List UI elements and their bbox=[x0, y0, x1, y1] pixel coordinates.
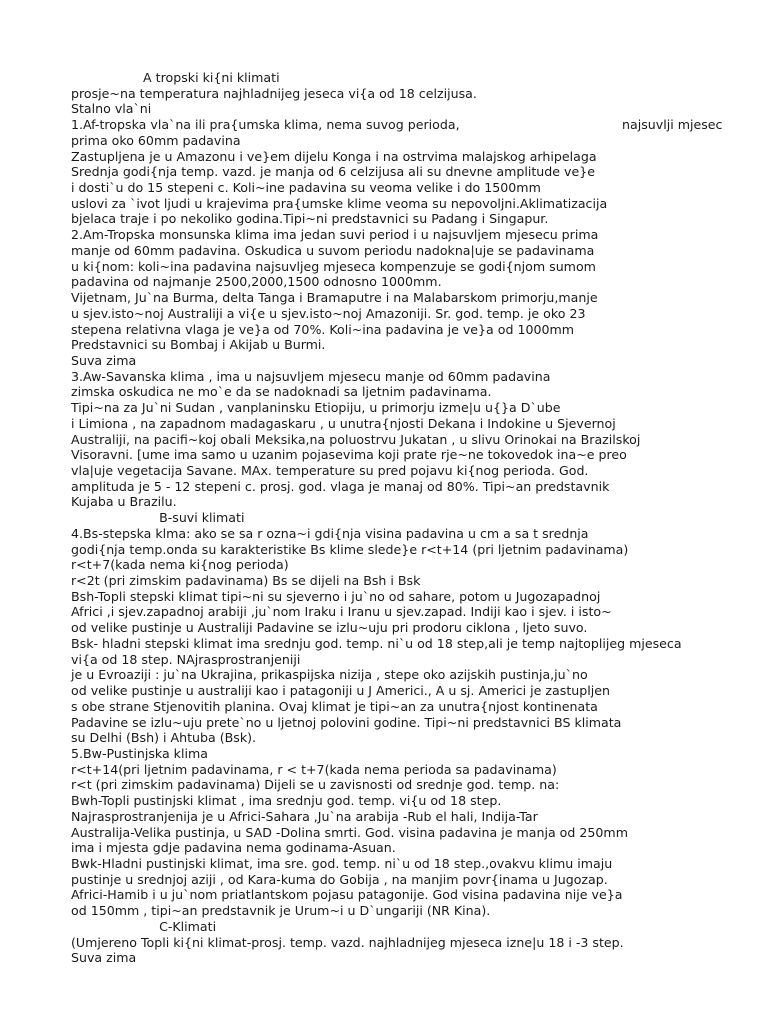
text-line: manje od 60mm padavina. Oskudica u suvom periodu nadokna|uje se padavinama bbox=[71, 242, 595, 258]
text-line: Padavine se izlu~uju prete`no u ljetnoj polovini godine. Tipi~ni predstavnici BS klimata bbox=[71, 714, 622, 730]
text-line: godi{nja temp.onda su karakteristike Bs klime slede}e r<t+14 (pri ljetnim padavinama) bbox=[71, 541, 629, 557]
text-line: Predstavnici su Bombaj i Akijab u Burmi. bbox=[71, 337, 326, 353]
text-line: Stalno vla`ni bbox=[71, 101, 152, 117]
text-line: i dosti`u do 15 stepeni c. Koli~ine padavina su veoma velike i do 1500mm bbox=[71, 180, 541, 196]
text-line: Australiji, na pacifi~koj obali Meksika,na poluostrvu Jukatan , u slivu Orinokai na Brazilskoj bbox=[71, 431, 641, 447]
text-line: Australija-Velika pustinja, u SAD -Dolina smrti. God. visina padavina je manja od 250mm bbox=[71, 824, 628, 840]
text-line: prima oko 60mm padavina bbox=[71, 132, 241, 148]
text-line: r<2t (pri zimskim padavinama) Bs se dijeli na Bsh i Bsk bbox=[71, 573, 421, 589]
text-line: uslovi za `ivot ljudi u krajevima pra{umske klime veoma su nepovoljni.Aklimatizacija bbox=[71, 195, 608, 211]
text-line: Bwk-Hladni pustinjski klimat, ima sre. god. temp. ni`u od 18 step.,ovakvu klimu imaju bbox=[71, 856, 613, 871]
text-line: je u Evroaziji : ju`na Ukrajina, prikaspijska nizija , stepe oko azijskih pustinja,ju`no bbox=[71, 667, 588, 683]
text-line: 4.Bs-stepska klma: ako se sa r ozna~i gdi{nja visina padavina u cm a sa t srednja bbox=[71, 525, 589, 541]
text-line: bjelaca traje i po nekoliko godina.Tipi~ni predstavnici su Padang i Singapur. bbox=[71, 211, 549, 227]
text-line: Africi-Hamib i u ju`nom priatlantskom pojasu patagonije. God visina padavina nije ve}a bbox=[71, 887, 623, 903]
text-line: pustinje u srednjoj aziji , od Kara-kuma do Gobija , na manjim povr{inama u Jugozap. bbox=[71, 871, 608, 887]
text-line: r<t+14(pri ljetnim padavinama, r < t+7(kada nema perioda sa padavinama) bbox=[71, 761, 557, 777]
text-line: r<t (pri zimskim padavinama) Dijeli se u zavisnosti od srednje god. temp. na: bbox=[71, 777, 560, 793]
text-line: zimska oskudica ne mo`e da se nadoknadi sa ljetnim padavinama. bbox=[71, 384, 492, 400]
text-line: od velike pustinje u australiji kao i patagoniji u J Americi., A u sj. Americi je zastupljen bbox=[71, 683, 610, 699]
text-line: su Delhi (Bsh) i Ahtuba (Bsk). bbox=[71, 730, 257, 746]
text-line: stepena relativna vlaga je ve}a od 70%. Koli~ina padavina je ve}a od 1000mm bbox=[71, 321, 575, 337]
text-line: C-Klimati bbox=[71, 918, 217, 934]
text-line: u ki{nom: koli~ina padavina najsuvljeg mjeseca kompenzuje se godi{njom sumom bbox=[71, 258, 596, 274]
text-line: vi{a od 18 step. NAjrasprostranjeniji bbox=[71, 651, 301, 667]
text-line: 2.Am-Tropska monsunska klima ima jedan suvi period i u najsuvljem mjesecu prima bbox=[71, 227, 599, 243]
text-line: A tropski ki{ni klimati bbox=[71, 70, 280, 85]
text-line: Srednja godi{nja temp. vazd. je manja od 6 celzijusa ali su dnevne amplitude ve}e bbox=[71, 164, 595, 180]
text-line: od velike pustinje u Australiji Padavine se izlu~uju pri prodoru ciklona , ljeto suvo. bbox=[71, 620, 588, 636]
text-line: Visoravni. [ume ima samo u uzanim pojasevima koji prate rje~ne tokovedok ina~e preo bbox=[71, 447, 627, 463]
text-line: od 150mm , tipi~an predstavnik je Urum~i u D`ungariji (NR Kina). bbox=[71, 903, 491, 919]
text-line: Bwh-Topli pustinjski klimat , ima srednju god. temp. vi{u od 18 step. bbox=[71, 793, 502, 809]
text-line: Africi ,i sjev.zapadnoj arabiji ,ju`nom Iraku i Iranu u sjev.zapad. Indiji kao i sjev. i isto~ bbox=[71, 604, 612, 620]
text-line: 5.Bw-Pustinjska klima bbox=[71, 745, 208, 761]
text-line: amplituda je 5 - 12 stepeni c. prosj. god. vlaga je manaj od 80%. Tipi~an predstavnik bbox=[71, 478, 610, 494]
text-line: vla|uje vegetacija Savane. MAx. temperature su pred pojavu ki{nog perioda. God. bbox=[71, 463, 589, 478]
text-line: padavina od najmanje 2500,2000,1500 odnosno 1000mm. bbox=[71, 274, 442, 290]
text-line: Tipi~na za Ju`ni Sudan , vanplaninsku Etiopiju, u primorju izme|u u{}a D`ube bbox=[71, 400, 561, 416]
text-line: Zastupljena je u Amazonu i ve}em dijelu Konga i na ostrvima malajskog arhipelaga bbox=[71, 148, 597, 164]
text-line: r<t+7(kada nema ki{nog perioda) bbox=[71, 557, 289, 573]
text-line: Suva zima bbox=[71, 950, 137, 966]
text-line: Vijetnam, Ju`na Burma, delta Tanga i Bramaputre i na Malabarskom primorju,manje bbox=[71, 290, 598, 306]
text-line: i Limiona , na zapadnom madagaskaru , u unutra{njosti Dekana i Indokine u Sjevernoj bbox=[71, 415, 616, 431]
text-line: ima i mjesta gdje padavina nema godinama-Asuan. bbox=[71, 840, 396, 856]
text-line: 1.Af-tropska vla`na ili pra{umska klima, nema suvog perioda, bbox=[71, 117, 460, 133]
text-fragment-right: najsuvlji mjesec bbox=[622, 117, 723, 133]
text-line: s obe strane Stjenovitih planina. Ovaj klimat je tipi~an za unutra{njost kontinenata bbox=[71, 698, 598, 714]
text-line: Najrasprostranjenija je u Africi-Sahara ,Ju`na arabija -Rub el hali, Indija-Tar bbox=[71, 808, 538, 824]
text-line: (Umjereno Topli ki{ni klimat-prosj. temp. vazd. najhladnijeg mjeseca izne|u 18 i -3 step. bbox=[71, 934, 624, 950]
text-line: B-suvi klimati bbox=[71, 510, 245, 526]
text-line: Suva zima bbox=[71, 352, 137, 368]
text-line: Bsk- hladni stepski klimat ima srednju god. temp. ni`u od 18 step,ali je temp najtoplijeg mjeseca bbox=[71, 635, 682, 651]
text-line: prosje~na temperatura najhladnijeg jeseca vi{a od 18 celzijusa. bbox=[71, 85, 477, 101]
text-line: 3.Aw-Savanska klima , ima u najsuvljem mjesecu manje od 60mm padavina bbox=[71, 368, 551, 384]
text-line: u sjev.isto~noj Australiji a vi{e u sjev.isto~noj Amazoniji. Sr. god. temp. je oko 23 bbox=[71, 305, 586, 321]
text-line: Kujaba u Brazilu. bbox=[71, 494, 177, 510]
text-line: Bsh-Topli stepski klimat tipi~ni su sjeverno i ju`no od sahare, potom u Jugozapadnoj bbox=[71, 588, 601, 604]
